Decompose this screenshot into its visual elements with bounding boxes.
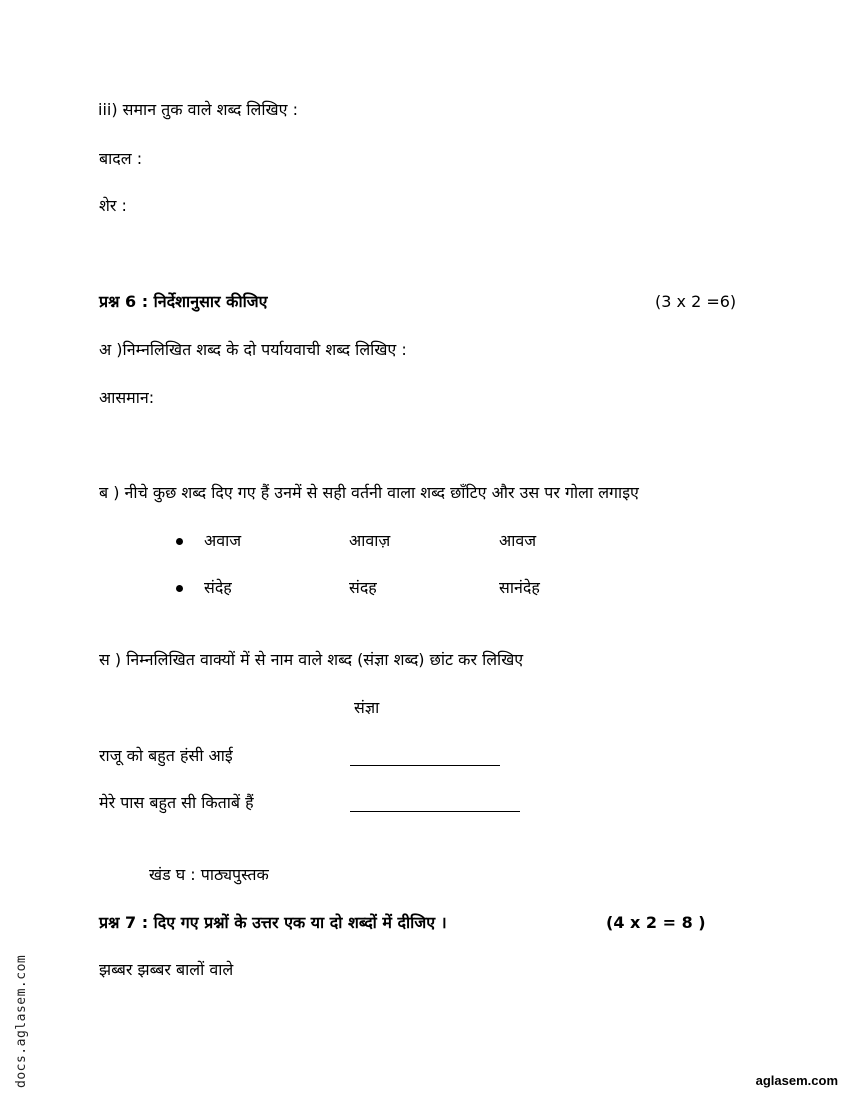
q6a-word: आसमान: <box>99 388 155 407</box>
q5-part3-title: iii) समान तुक वाले शब्द लिखिए : <box>98 100 298 119</box>
q6a-instruction: अ )निम्नलिखित शब्द के दो पर्यायवाची शब्द लिखिए : <box>99 340 407 359</box>
bullet-icon <box>176 538 183 545</box>
answer-blank[interactable] <box>350 765 500 766</box>
q6b-option: आवाज़ <box>349 531 391 550</box>
q6b-option: सानंदेह <box>499 578 540 597</box>
q6-marks: (3 x 2 =6) <box>655 292 737 311</box>
q6b-option: अवाज <box>204 531 242 550</box>
footer-watermark: aglasem.com <box>755 1073 838 1088</box>
q6c-instruction: स ) निम्नलिखित वाक्यों में से नाम वाले शब्द (संज्ञा शब्द) छांट कर लिखिए <box>99 650 524 669</box>
section-heading: खंड घ : पाठ्यपुस्तक <box>149 865 269 884</box>
q6c-sentence: मेरे पास बहुत सी किताबें हैं <box>99 793 254 812</box>
q6c-column-header: संज्ञा <box>354 698 380 717</box>
q6-title: प्रश्न 6 : निर्देशानुसार कीजिए <box>99 292 268 311</box>
q7-marks: (4 x 2 = 8 ) <box>606 913 706 932</box>
answer-blank[interactable] <box>350 811 520 812</box>
bullet-icon <box>176 585 183 592</box>
q7-line1: झब्बर झब्बर बालों वाले <box>99 960 234 979</box>
q6b-option: संदेह <box>204 578 232 597</box>
q6b-option: संदह <box>349 578 377 597</box>
q6c-sentence: राजू को बहुत हंसी आई <box>99 746 233 765</box>
q5-word-sher: शेर : <box>99 196 127 215</box>
side-watermark: docs.aglasem.com <box>14 954 29 1088</box>
q7-title: प्रश्न 7 : दिए गए प्रश्नों के उत्तर एक या दो शब्दों में दीजिए । <box>99 913 447 932</box>
q6b-option: आवज <box>499 531 537 550</box>
q6b-instruction: ब ) नीचे कुछ शब्द दिए गए हैं उनमें से सही वर्तनी वाला शब्द छाँटिए और उस पर गोला लगाइए <box>99 483 639 502</box>
q5-word-badal: बादल : <box>99 149 143 168</box>
